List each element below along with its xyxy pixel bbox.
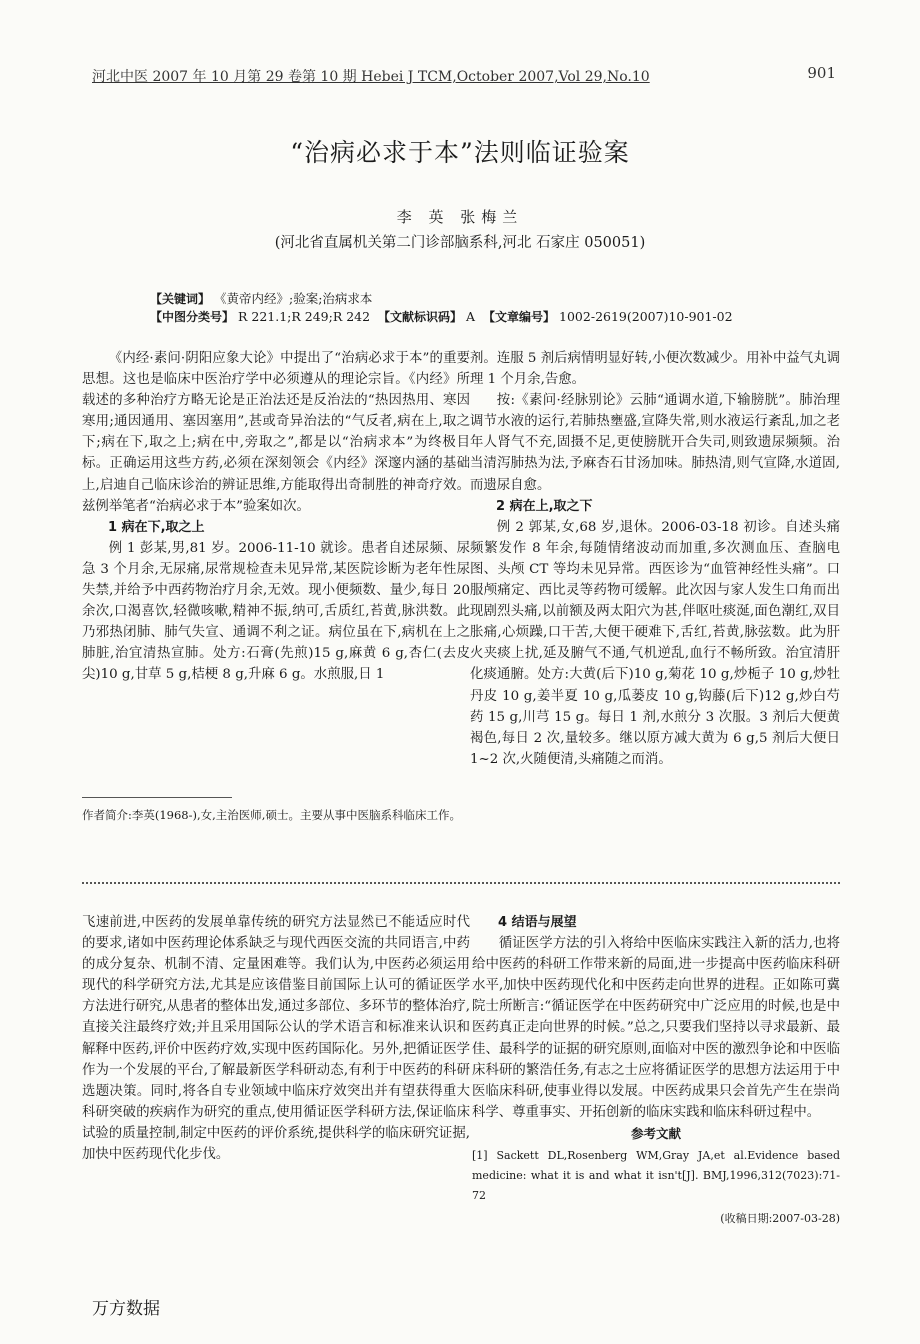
case-2-paragraph: 例 2 郭某,女,68 岁,退休。2006-03-18 初诊。自述头痛频繁发作 8 年余,每随情绪波动而加重,多次测血压、查脑电图、头颅 CT 等均未见异常。西医诊为“血管神经性头痛”。口服颅痛定、西比灵等药物可缓解。此次因与家人发生口角而出现剧烈头痛,以前额及两太阳穴为甚,伴呕吐痰涎,面色潮红,双目胀痛,心烦躁,口干苦,大便干硬难下,舌红,苔黄,脉弦数。此为肝火夹痰上扰,延及腑气不通,气机逆乱,血行不畅所致。治宜清肝化痰通腑。处方:大黄(后下)10 g,菊花 10 g,炒栀子 10 g,炒牡丹皮 10 g,姜半夏 10 g,瓜蒌皮 10 g,钩藤(后下)12 g,炒白芍药 15 g,川芎 15 g。每日 1 剂,水煎分 3 次服。3 剂后大便黄褐色,每日 2 次,量较多。继以原方减大黄为 6 g,5 剂后大便日 1~2 次,火随便清,头痛随之而消。	[470, 519, 840, 767]
page-number: 901	[807, 64, 836, 82]
cls-label: 【中图分类号】	[150, 310, 235, 324]
classification-line	[150, 308, 733, 325]
case-1-paragraph: 例 1 彭某,男,81 岁。2006-11-10 就诊。患者自述尿频、尿急 3 个月余,无尿痛,尿常规检查未见异常,某医院诊断为老年性尿失禁,并给予中西药物治疗月余,无效。现小便频数、量少,每日 20 余次,口渴喜饮,轻微咳嗽,精神不振,纳可,舌质红,苔黄,脉洪数。此乃邪热闭肺、肺气失宣、通调不利之证。病位虽在下,病机在上之肺脏,治宜清热宣肺。处方:石膏(先煎)15 g,麻黄 6 g,杏仁(去皮尖)10 g,甘草 5 g,桔梗 8 g,升麻 6 g。水煎服,日 1	[82, 540, 470, 683]
author-footnote: 作者简介:李英(1968-),女,主治医师,硕士。主要从事中医脑系科临床工作。	[82, 808, 461, 822]
cls-value: R 221.1;R 249;R 242	[238, 309, 371, 324]
article-id-value: 1002-2619(2007)10-901-02	[559, 309, 733, 324]
column-top-left	[82, 348, 470, 686]
intro-paragraph: 《内经·素问·阴阳应象大论》中提出了“治病必求于本”的重要思想。这也是临床中医治疗学中必须遵从的理论宗旨。《内经》所载述的多种治疗方略无论是正治法还是反治法的“热因热用、寒因寒用;通因通用、塞因塞用”,甚或奇异治法的“气反者,病在上,取之下;病在下,取之上;病在中,旁取之”,都是以“治病求本”为终极目标。正确运用这些方药,必须在深刻领会《内经》深邃内涵的基础上,启迪自己临床诊治的辨证思维,方能取得出奇制胜的神奇疗效。兹例举笔者“治病必求于本”验案如次。	[82, 351, 470, 514]
article-id-label: 【文章编号】	[483, 310, 556, 324]
section-2-heading: 2 病在上,取之下	[496, 498, 593, 514]
continued-paragraph: 飞速前进,中医药的发展单靠传统的研究方法显然已不能适应时代的要求,诸如中医药理论体系缺乏与现代西医交流的共同语言,中药的成分复杂、机制不清、定量困难等。我们认为,中医药必须运用现代的科学研究方法,尤其是应该借鉴目前国际上认可的循证医学方法进行研究,从患者的整体出发,通过多部位、多环节的整体治疗,直接关注最终疗效;并且采用国际公认的学术语言和标准来认识和解释中医药,评价中医药疗效,实现中医药国际化。另外,把循证医学作为一个发展的平台,了解最新医学科研动态,有利于中医药的科研选题决策。同时,将各自专业领域中临床疗效突出并有望获得重大科研突破的疾病作为研究的重点,使用循证医学科研方法,保证临床试验的质量控制,制定中医药的评价系统,提供科学的临床研究证据,加快中医药现代化步伐。	[82, 915, 470, 1163]
note-1-paragraph: 按:《素问·经脉别论》云肺“通调水道,下输膀胱”。肺治理调节水液的运行,若肺热壅盛,宣降失常,则水液运行紊乱,加之老年人肾气不充,固摄不足,更使膀胱开合失司,则致遗尿频频。治当清泻肺热为法,予麻杏石甘汤加味。肺热清,则气宣降,水道固,而遗尿自愈。	[470, 393, 840, 493]
wanfang-watermark: 万方数据	[92, 1299, 160, 1319]
footnote-rule	[82, 797, 232, 798]
doc-value: A	[466, 309, 476, 324]
received-date: (收稿日期:2007-03-28)	[720, 1212, 840, 1226]
doc-label: 【文献标识码】	[378, 310, 463, 324]
section-1-heading: 1 病在下,取之上	[108, 519, 205, 535]
case-1-continued: 剂。连服 5 剂后病情明显好转,小便次数减少。用补中益气丸调理 1 个月余,告愈。	[470, 351, 840, 388]
references-heading: 参考文献	[630, 1125, 681, 1141]
column-bottom-right	[472, 912, 840, 1229]
journal-info: 河北中医 2007 年 10 月第 29 卷第 10 期 Hebei J TCM,October 2007,Vol 29,No.10	[92, 69, 650, 85]
keywords: 《黄帝内经》;验案;治病求本	[214, 291, 373, 306]
authors: 李 英 张梅兰	[396, 208, 524, 226]
reference-1: [1] Sackett DL,Rosenberg WM,Gray JA,et al.Evidence based medicine: what it is and what it isn't[J]. BMJ,1996,312(7023):71-72	[472, 1149, 840, 1203]
affiliation: (河北省直属机关第二门诊部脑系科,河北 石家庄 050051)	[274, 235, 646, 251]
section-4-heading: 4 结语与展望	[498, 915, 577, 930]
page-divider	[82, 882, 840, 884]
column-top-right	[470, 348, 840, 770]
keywords-line	[150, 289, 372, 307]
conclusion-paragraph: 循证医学方法的引入将给中医临床实践注入新的活力,也将给中医药的科研工作带来新的局面,进一步提高中医药临床科研水平,加快中医药现代化和中医药走向世界的进程。正如陈可冀院士所断言:“循证医学在中医药研究中广泛应用的时候,也是中医药真正走向世界的时候。”总之,只要我们坚持以寻求最新、最佳、最科学的证据的研究原则,面临对中医的激烈争论和中医临床科研的繁浩任务,有志之士应将循证医学的思想方法运用于中医临床科研,使事业得以发展。中医药成果只会首先产生在崇尚科学、尊重事实、开拓创新的临床实践和临床科研过程中。	[472, 936, 840, 1120]
article-title: “治病必求于本”法则临证验案	[290, 138, 630, 167]
running-head	[92, 64, 836, 86]
column-bottom-left	[82, 912, 470, 1165]
keywords-label: 【关键词】	[150, 292, 211, 306]
